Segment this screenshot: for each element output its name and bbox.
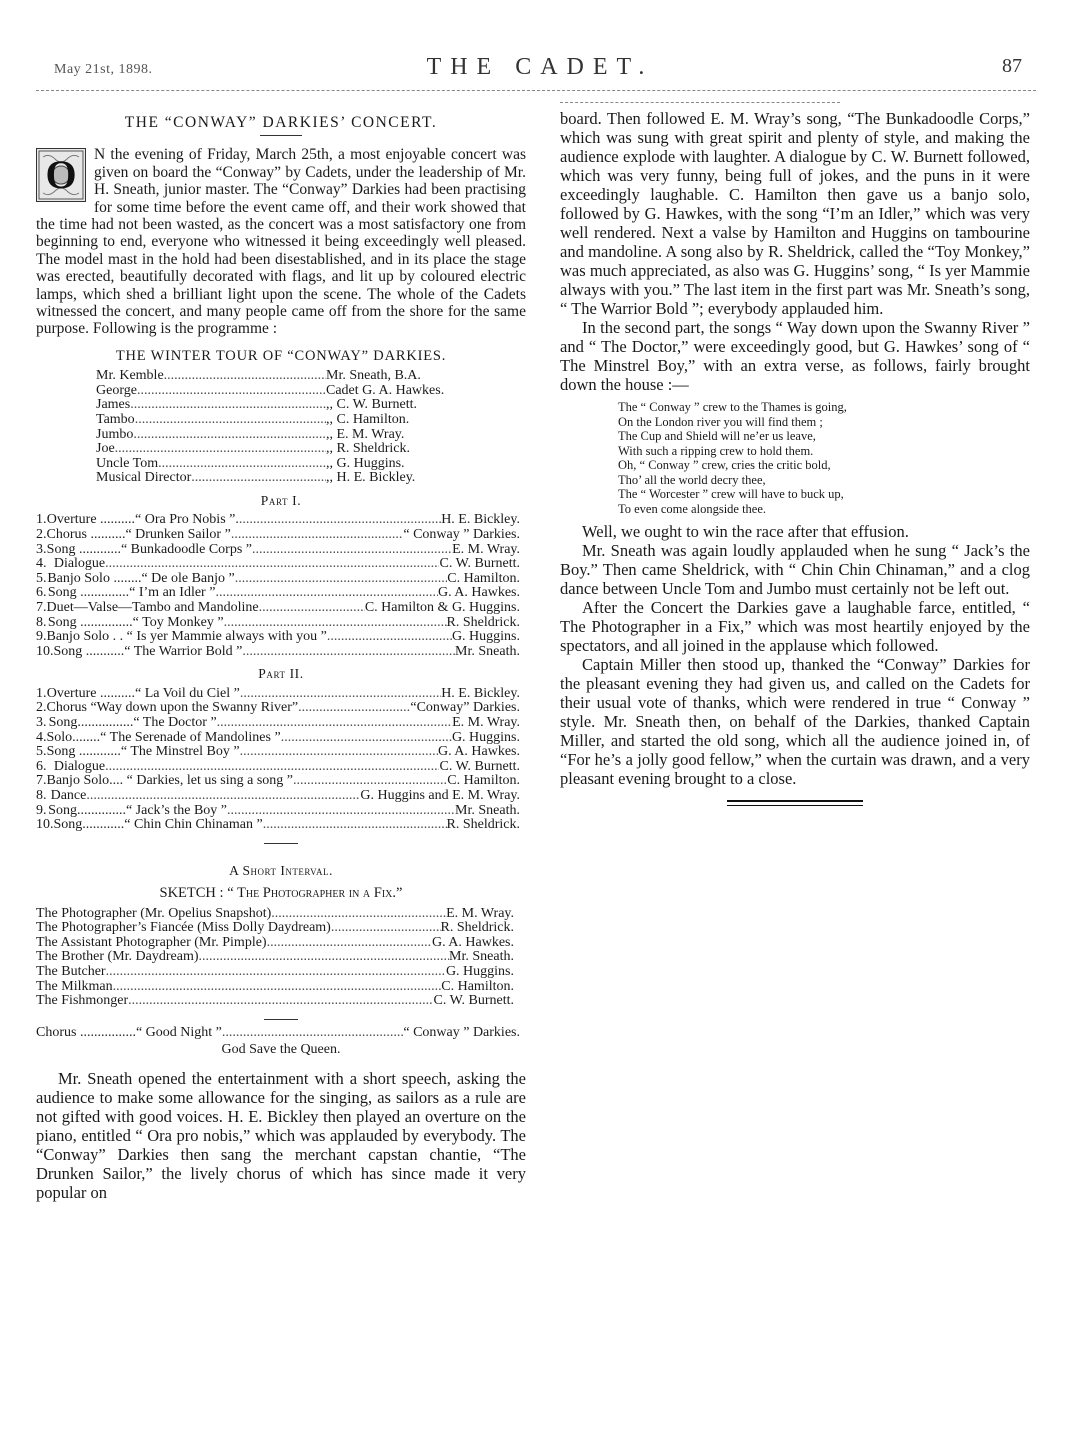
item-number: 8.: [36, 614, 47, 630]
dot-leader: [128, 994, 433, 1009]
cast-actor: ,, G. Huggins.: [326, 455, 405, 471]
closing-chorus-row: [36, 1026, 520, 1041]
cast-role: Jumbo: [96, 426, 134, 442]
item-title: Banjo Solo ........“ De ole Banjo ”: [47, 570, 235, 586]
dot-leader: [158, 457, 326, 472]
item-performer: G. Huggins.: [451, 629, 520, 645]
item-number: 2.: [36, 700, 47, 716]
cast-row: [96, 471, 476, 486]
dot-leader: [239, 513, 441, 528]
dot-leader: [191, 471, 326, 486]
item-number: 9.: [36, 629, 47, 645]
item-performer: “Conway” Darkies.: [410, 700, 520, 716]
dot-leader: [224, 616, 447, 631]
publication-title: THE CADET.: [426, 54, 654, 80]
item-performer: C. W. Burnett.: [439, 758, 520, 774]
poem-line: The “ Worcester ” crew will have to buck up,: [618, 487, 844, 501]
item-number: 2.: [36, 527, 47, 543]
dot-leader: [227, 804, 455, 819]
sketch-prefix: SKETCH :: [159, 885, 224, 902]
dot-leader: [133, 428, 326, 443]
item-performer: R. Sheldrick.: [446, 614, 520, 630]
header-rule: [36, 90, 1036, 91]
item-performer: E. M. Wray.: [452, 714, 520, 730]
sketch-actor: G. Huggins.: [445, 963, 514, 979]
item-title: Song............“ Chin Chin Chinaman ”: [53, 817, 263, 833]
part-one-heading: Part I.: [260, 493, 302, 509]
right-column: [560, 108, 1030, 806]
item-title: Chorus ..........“ Drunken Sailor ”: [46, 527, 231, 543]
item-number: 5.: [36, 744, 47, 760]
body-paragraph-right-6: Captain Miller then stood up, thanked the “Conway” Darkies for the pleasant evening they had given us, and called on the Cadets for their usual vote of thanks, which were rendered in true “ Conway ” style. Mr. Sneath then, on behalf of the Darkies, thanked Captain Miller, and started the old song, which all the audience joined in, of “For he’s a jolly good fellow,” when the curtain was drawn, and a very pleasant evening brought to a close.: [560, 655, 1030, 788]
dot-leader: [86, 789, 360, 804]
body-paragraph-left: Mr. Sneath opened the entertainment with a short speech, asking the audience to make some allowance for the singing, as sailors as a rule are not gifted with good voices. H. E. Bickley then played an overture on the piano, entitled “ Ora pro nobis,” which was applauded by everybody. The “Conway” Darkies then sang the merchant capstan chantie, “The Drunken Sailor,” the lively chorus of which has since made it very popular on: [36, 1068, 526, 1202]
dot-leader: [231, 528, 404, 543]
dot-leader: [267, 936, 432, 951]
cast-role: Tambo: [96, 412, 135, 428]
sketch-actor: E. M. Wray.: [446, 905, 514, 921]
item-title: Song................“ The Doctor ”: [48, 714, 217, 730]
dot-leader: [240, 745, 438, 760]
sketch-role: The Fishmonger: [36, 993, 129, 1009]
dot-leader: [259, 601, 365, 616]
sketch-actor: C. Hamilton.: [441, 978, 514, 994]
item-number: 6.: [36, 585, 47, 601]
dot-leader: [281, 731, 452, 746]
body-paragraph-right-1: board. Then followed E. M. Wray’s song, “The Bunkadoodle Corps,” which was sung with great spirit and plenty of style, and making the audience explode with laughter. A dialogue by C. W. Burnett followed, which was very funny, being full of jokes, and the puns in it were exceedingly laughable. C. Hamilton then gave us a banjo solo, followed by G. Hawkes, with the song “I’m an Idler,” which was very well rendered. Next a valse by Hamilton and Huggins on tambourine and mandoline. A song also by R. Sheldrick, called the “Toy Monkey,” was much appreciated, as also was G. Huggins’ song, “ Is yer Mammie always with you.” The last item in the first part was Mr. Sneath’s song, “ The Warrior Bold ”; everybody applauded him.: [560, 109, 1030, 318]
cast-actor: ,, C. W. Burnett.: [326, 397, 418, 413]
dot-leader: [215, 586, 438, 601]
dot-leader: [105, 760, 439, 775]
dot-leader: [235, 572, 448, 587]
dot-leader: [252, 543, 452, 558]
dot-leader: [199, 950, 450, 965]
cast-role: Joe: [96, 441, 115, 457]
item-performer: C. Hamilton.: [447, 773, 520, 789]
item-performer: R. Sheldrick.: [446, 817, 520, 833]
sketch-role: The Photographer (Mr. Opelius Snapshot): [36, 905, 272, 921]
item-title: Song ............“ The Minstrel Boy ”: [46, 744, 240, 760]
body-paragraph-right-4: Mr. Sneath was again loudly applauded when he sung “ Jack’s the Boy.” Then came Sheldrick, with “ Chin Chin Chinaman,” and a clog dance between Uncle Tom and Jumbo must certainly not be left out.: [560, 541, 1030, 598]
item-title: Dialogue: [53, 556, 106, 572]
programme-row: [36, 774, 520, 789]
item-performer: G. A. Hawkes.: [437, 744, 520, 760]
programme-row: [36, 616, 520, 631]
programme-row: [36, 630, 520, 645]
sketch-cast-row: [36, 907, 514, 922]
sketch-cast-row: [36, 994, 514, 1009]
cast-role: George: [96, 382, 137, 398]
interval-heading: A Short Interval.: [229, 862, 333, 878]
sketch-role: The Assistant Photographer (Mr. Pimple): [36, 934, 267, 950]
cast-actor: ,, E. M. Wray.: [326, 426, 405, 442]
sketch-name: “ The Photographer in a Fix.”: [227, 885, 403, 902]
cast-actor: Cadet G. A. Hawkes.: [326, 382, 445, 398]
cast-row: [96, 384, 476, 399]
cast-role: Mr. Kemble: [96, 368, 164, 384]
sketch-role: The Butcher: [36, 963, 106, 979]
cast-list: [96, 369, 476, 486]
programme-row: [36, 687, 520, 702]
sketch-actor: C. W. Burnett.: [433, 993, 514, 1009]
item-title: Banjo Solo.... “ Darkies, let us sing a song ”: [46, 773, 294, 789]
programme-row: [36, 601, 520, 616]
article-title: THE “CONWAY” DARKIES’ CONCERT.: [124, 114, 438, 131]
dot-leader: [240, 687, 441, 702]
programme-row: [36, 789, 520, 804]
item-number: 3.: [36, 714, 47, 730]
cast-role: Musical Director: [96, 470, 192, 486]
part-two-heading: Part II.: [258, 666, 304, 682]
item-title: Duet—Valse—Tambo and Mandoline: [46, 600, 259, 615]
item-title: Overture ..........“ Ora Pro Nobis ”.: [46, 512, 239, 528]
programme-row: [36, 543, 520, 558]
poem-line: Oh, “ Conway ” crew, cries the critic bold,: [618, 458, 831, 472]
closing-chorus-item: Chorus ................“ Good Night ”: [36, 1024, 222, 1040]
cast-actor: Mr. Sneath, B.A.: [326, 368, 421, 384]
sketch-cast-row: [36, 980, 514, 995]
item-title: Dance: [50, 787, 87, 803]
sketch-cast-list: [36, 907, 514, 1009]
item-number: 9.: [36, 802, 47, 818]
cast-actor: ,, C. Hamilton.: [326, 412, 410, 428]
item-number: 5.: [36, 570, 47, 586]
item-number: 1.: [36, 512, 47, 528]
item-number: 1.: [36, 685, 47, 701]
section-rule-2: [264, 1019, 298, 1020]
intro-paragraph: N the evening of Friday, March 25th, a most enjoyable concert was given on board the “Conway” by Cadets, under the leadership of Mr. H. Sneath, junior master. The “Conway” Darkies had been practising for some time before the event came off, and their work showed that the time had not been wasted, as the concert was a most satisfactory one from beginning to end, everyone who witnessed it being exceedingly well pleased. The model mast in the hold had been disestablished, and in its place the stage was erected, beautifully decorated with flags, and lit up by coloured electric lamps, which shed a brilliant light upon the scene. The whole of the Cadets witnessed the concert, and many people came off from the shore for the same purpose. Following is the programme :: [36, 146, 526, 338]
poem-line: The “ Conway ” crew to the Thames is going,: [618, 400, 847, 414]
dot-leader: [106, 965, 446, 980]
dot-leader: [115, 442, 326, 457]
column-top-rule: [560, 102, 840, 103]
dot-leader: [242, 645, 455, 660]
sketch-role: The Brother (Mr. Daydream): [36, 949, 199, 965]
item-title: Banjo Solo . . “ Is yer Mammie always with you ”: [46, 629, 327, 645]
programme-row: [36, 557, 520, 572]
item-performer: C. Hamilton & G. Huggins.: [364, 600, 520, 615]
dot-leader: [105, 557, 439, 572]
poem-line: On the London river you will find them ;: [618, 414, 823, 429]
item-title: Song ..............“ I’m an Idler ”: [47, 585, 216, 601]
sketch-role: The Photographer’s Fiancée (Miss Dolly Daydream): [36, 920, 331, 936]
dot-leader: [222, 1026, 403, 1041]
dot-leader: [293, 774, 447, 789]
item-title: Solo........“ The Serenade of Mandolines ”: [46, 729, 281, 745]
body-paragraph-right-2: In the second part, the songs “ Way down upon the Swanny River ” and “ The Doctor,” were exceedingly good, but G. Hawkes’ song of “ The Minstrel Boy,” with an extra verse, as follows, fairly brought down the house :—: [560, 318, 1030, 394]
item-number: 8.: [36, 787, 47, 803]
programme-row: [36, 645, 520, 660]
item-performer: H. E. Bickley.: [441, 512, 520, 528]
sketch-cast-row: [36, 936, 514, 951]
programme-row: [36, 731, 520, 746]
sketch-cast-row: [36, 965, 514, 980]
intro-paragraph-wrap: [36, 146, 526, 337]
item-performer: E. M. Wray.: [452, 541, 520, 557]
programme-row: [36, 818, 520, 833]
item-title: Overture ..........“ La Voil du Ciel ”: [46, 685, 240, 701]
poem-line: The Cup and Shield will ne’er us leave,: [618, 429, 816, 443]
item-performer: G. Huggins and E. M. Wray.: [360, 787, 520, 803]
dot-leader: [135, 413, 326, 428]
title-rule: [260, 135, 302, 136]
dot-leader: [217, 716, 452, 731]
god-save-the-queen: God Save the Queen.: [221, 1042, 341, 1058]
sketch-actor: G. A. Hawkes.: [431, 934, 514, 950]
sketch-actor: R. Sheldrick.: [440, 920, 514, 936]
item-number: 6.: [36, 758, 47, 774]
dot-leader: [130, 398, 326, 413]
item-number: 10.: [36, 643, 54, 659]
cast-actor: ,, H. E. Bickley.: [326, 470, 416, 486]
item-title: Chorus “Way down upon the Swanny River”: [46, 700, 299, 716]
drop-cap-letter: O: [45, 152, 77, 198]
item-title: Song ...........“ The Warrior Bold ”: [53, 643, 243, 659]
body-paragraph-right-5: After the Concert the Darkies gave a laughable farce, entitled, “ The Photographer in a Fix,” which was most heartily enjoyed by the spectators, and all joined in the applause which followed.: [560, 598, 1030, 655]
cast-role: James: [96, 397, 131, 413]
item-number: 10.: [36, 817, 54, 833]
item-number: 3.: [36, 541, 47, 557]
item-performer: H. E. Bickley.: [441, 685, 520, 701]
sketch-title: [36, 885, 526, 902]
programme-row: [36, 760, 520, 775]
programme-row: [36, 701, 520, 716]
programme-row: [36, 572, 520, 587]
cast-row: [96, 457, 476, 472]
issue-date: May 21st, 1898.: [54, 62, 153, 77]
item-title: Song ............“ Bunkadoodle Corps ”: [46, 541, 252, 557]
item-performer: G. A. Hawkes.: [437, 585, 520, 601]
dot-leader: [263, 818, 447, 833]
cast-row: [96, 428, 476, 443]
dot-leader: [113, 980, 442, 995]
item-number: 7.: [36, 773, 47, 789]
item-number: 4.: [36, 729, 47, 745]
dot-leader: [137, 384, 326, 399]
programme-row: [36, 804, 520, 819]
programme-row: [36, 528, 520, 543]
part-two-list: [36, 687, 520, 833]
poem-line: To even come alongside thee.: [618, 501, 767, 516]
item-title: Dialogue: [53, 758, 106, 774]
poem-verse: [618, 400, 1030, 516]
item-performer: G. Huggins.: [451, 729, 520, 745]
dot-leader: [271, 907, 446, 922]
cast-actor: ,, R. Sheldrick.: [326, 441, 410, 457]
programme-title: THE WINTER TOUR OF “CONWAY” DARKIES.: [115, 347, 447, 364]
masthead: [40, 52, 1040, 88]
item-title: Song ...............“ Toy Monkey ”: [47, 614, 224, 630]
dot-leader: [298, 701, 410, 716]
sketch-actor: Mr. Sneath.: [449, 949, 514, 965]
page-number: 87: [1002, 55, 1022, 77]
dot-leader: [331, 921, 441, 936]
item-performer: C. W. Burnett.: [439, 556, 520, 572]
item-performer: C. Hamilton.: [447, 570, 520, 586]
item-performer: Mr. Sneath.: [455, 802, 520, 818]
sketch-role: The Milkman: [36, 978, 113, 994]
cast-row: [96, 442, 476, 457]
part-one-list: [36, 513, 520, 659]
cast-row: [96, 398, 476, 413]
sketch-cast-row: [36, 950, 514, 965]
sketch-cast-row: [36, 921, 514, 936]
cast-role: Uncle Tom: [96, 455, 159, 471]
cast-row: [96, 369, 476, 384]
poem-line: Tho’ all the world decry thee,: [618, 472, 766, 487]
cast-row: [96, 413, 476, 428]
programme-row: [36, 716, 520, 731]
programme-row: [36, 586, 520, 601]
item-number: 7.: [36, 600, 47, 615]
body-paragraph-right-3: Well, we ought to win the race after that effusion.: [582, 522, 909, 541]
item-performer: Mr. Sneath.: [455, 643, 520, 659]
item-title: Song..............“ Jack’s the Boy ”: [48, 802, 228, 818]
programme-row: [36, 513, 520, 528]
section-rule: [264, 843, 298, 844]
poem-line: With such a ripping crew to hold them.: [618, 443, 814, 458]
dot-leader: [164, 369, 326, 384]
programme-row: [36, 745, 520, 760]
closing-chorus-by: “ Conway ” Darkies.: [403, 1024, 520, 1040]
item-number: 4.: [36, 556, 47, 572]
end-rule: [727, 800, 863, 806]
left-column: [36, 108, 526, 1202]
ornamental-drop-cap: [36, 148, 86, 202]
item-performer: “ Conway ” Darkies.: [403, 527, 520, 543]
dot-leader: [327, 630, 452, 645]
